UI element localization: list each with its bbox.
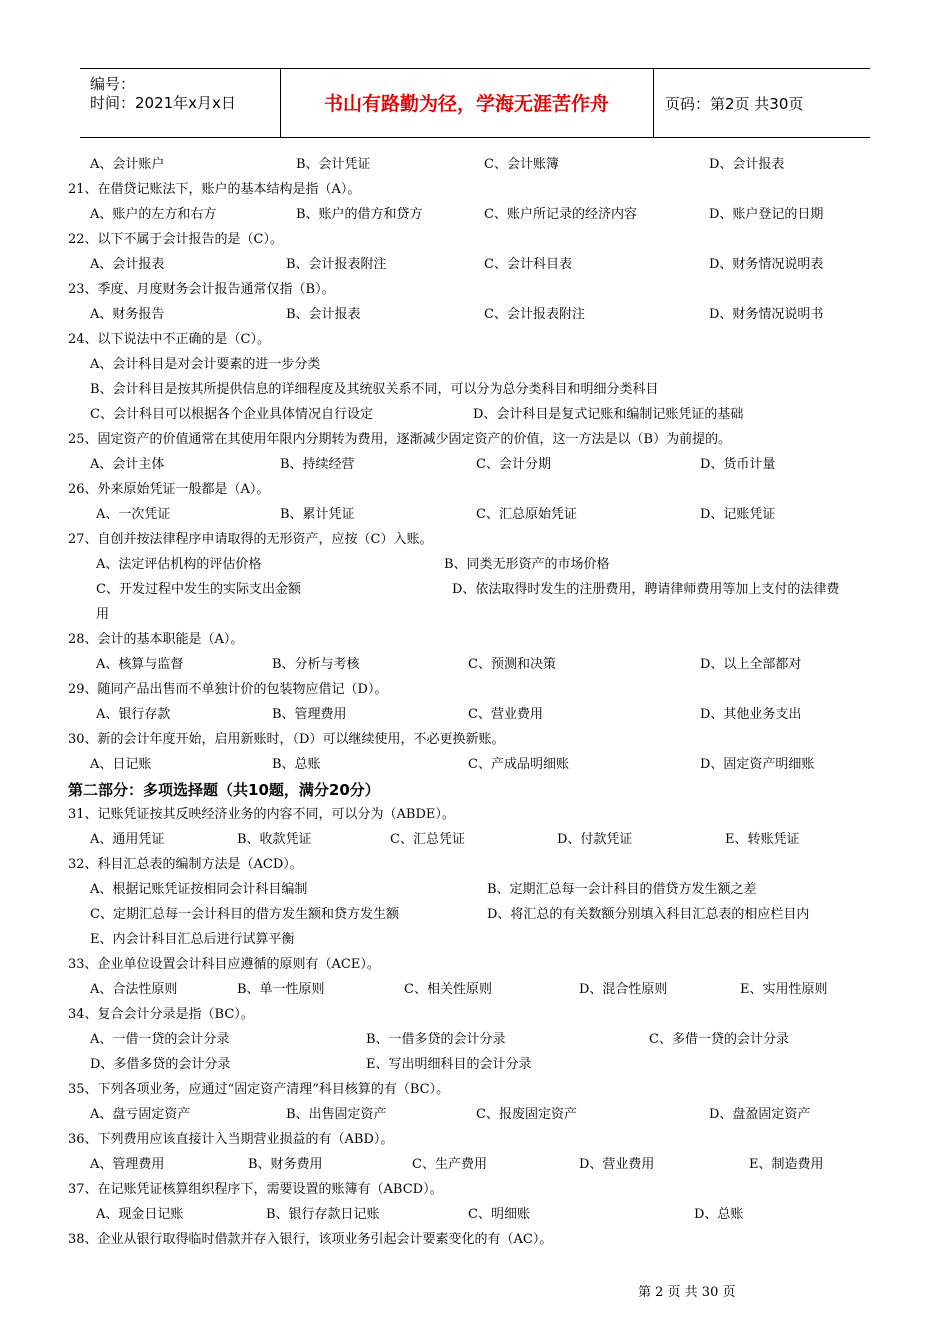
text-line: B、管理费用	[272, 707, 347, 722]
text-line: C、多借一贷的会计分录	[649, 1032, 789, 1047]
text-line: 用	[96, 607, 110, 622]
text-line: D、依法取得时发生的注册费用，聘请律师费用等加上支付的法律费	[452, 582, 840, 597]
text-line: 21、在借贷记账法下，账户的基本结构是指（A）。	[68, 182, 361, 197]
text-line: C、会计账簿	[484, 157, 559, 172]
text-line: A、现金日记账	[96, 1207, 184, 1222]
text-line: A、会计科目是对会计要素的进一步分类	[90, 357, 321, 372]
text-line: 23、季度、月度财务会计报告通常仅指（B）。	[68, 282, 335, 297]
text-line: C、账户所记录的经济内容	[484, 207, 637, 222]
page-code: 页码：第2页 共30页	[665, 95, 804, 113]
text-line: B、收款凭证	[237, 832, 312, 847]
text-line: C、会计分期	[476, 457, 551, 472]
text-line: B、会计报表附注	[286, 257, 387, 272]
text-line: A、账户的左方和右方	[90, 207, 217, 222]
text-line: 25、固定资产的价值通常在其使用年限内分期转为费用，逐渐减少固定资产的价值，这一方法是以（B）为前提的。	[68, 432, 732, 447]
text-line: A、银行存款	[96, 707, 171, 722]
text-line: D、财务情况说明书	[709, 307, 824, 322]
text-line: C、会计报表附注	[484, 307, 585, 322]
text-line: A、会计报表	[90, 257, 165, 272]
text-line: C、开发过程中发生的实际支出金额	[96, 582, 301, 597]
text-line: D、盘盈固定资产	[709, 1107, 811, 1122]
text-line: B、会计报表	[286, 307, 361, 322]
text-line: A、日记账	[90, 757, 152, 772]
text-line: B、持续经营	[280, 457, 355, 472]
text-line: D、记账凭证	[700, 507, 776, 522]
text-line: C、会计科目表	[484, 257, 572, 272]
page-header	[80, 68, 870, 138]
text-line: A、合法性原则	[90, 982, 178, 997]
text-line: A、管理费用	[90, 1157, 165, 1172]
text-line: B、定期汇总每一会计科目的借贷方发生额之差	[487, 882, 757, 897]
text-line: A、盘亏固定资产	[90, 1107, 191, 1122]
text-line: D、账户登记的日期	[709, 207, 824, 222]
text-line: D、总账	[694, 1207, 744, 1222]
text-line: B、累计凭证	[280, 507, 355, 522]
header-motto-cell	[280, 69, 654, 137]
text-line: C、汇总原始凭证	[476, 507, 577, 522]
text-line: 33、企业单位设置会计科目应遵循的原则有（ACE）。	[68, 957, 380, 972]
text-line: E、实用性原则	[740, 982, 828, 997]
text-line: 22、以下不属于会计报告的是（C）。	[68, 232, 283, 247]
text-line: D、将汇总的有关数额分别填入科目汇总表的相应栏目内	[487, 907, 810, 922]
text-line: E、内会计科目汇总后进行试算平衡	[90, 932, 295, 947]
text-line: 30、新的会计年度开始，启用新账时，（D）可以继续使用，不必更换新账。	[68, 732, 505, 747]
section-heading: 第二部分：多项选择题（共10题，满分20分）	[68, 781, 380, 799]
text-line: D、营业费用	[579, 1157, 655, 1172]
text-line: D、混合性原则	[579, 982, 668, 997]
text-line: D、以上全部都对	[700, 657, 802, 672]
text-line: C、汇总凭证	[390, 832, 465, 847]
text-line: 37、在记账凭证核算组织程序下，需要设置的账簿有（ABCD）。	[68, 1182, 443, 1197]
text-line: B、会计凭证	[296, 157, 371, 172]
time-label: 时间：2021年x月x日	[90, 94, 236, 112]
text-line: D、其他业务支出	[700, 707, 802, 722]
text-line: B、财务费用	[248, 1157, 323, 1172]
header-info-cell	[80, 69, 281, 137]
motto: 书山有路勤为径，学海无涯苦作舟	[323, 93, 609, 115]
text-line: A、会计主体	[90, 457, 165, 472]
text-line: 26、外来原始凭证一般都是（A）。	[68, 482, 270, 497]
text-line: C、营业费用	[468, 707, 543, 722]
text-line: 24、以下说法中不正确的是（C）。	[68, 332, 270, 347]
text-line: C、定期汇总每一会计科目的借方发生额和贷方发生额	[90, 907, 399, 922]
text-line: B、分析与考核	[272, 657, 360, 672]
text-line: 31、记账凭证按其反映经济业务的内容不同，可以分为（ABDE）。	[68, 807, 455, 822]
text-line: D、货币计量	[700, 457, 776, 472]
text-line: B、单一性原则	[237, 982, 325, 997]
text-line: E、写出明细科目的会计分录	[366, 1057, 532, 1072]
text-line: D、固定资产明细账	[700, 757, 815, 772]
text-line: D、付款凭证	[557, 832, 633, 847]
text-line: 38、企业从银行取得临时借款并存入银行，该项业务引起会计要素变化的有（AC）。	[68, 1232, 553, 1247]
text-line: A、财务报告	[90, 307, 165, 322]
text-line: D、会计报表	[709, 157, 785, 172]
text-line: D、会计科目是复式记账和编制记账凭证的基础	[473, 407, 744, 422]
text-line: B、一借多贷的会计分录	[366, 1032, 506, 1047]
text-line: A、法定评估机构的评估价格	[96, 557, 262, 572]
text-line: 36、下列费用应该直接计入当期营业损益的有（ABD）。	[68, 1132, 394, 1147]
text-line: C、报废固定资产	[476, 1107, 577, 1122]
text-line: 29、随同产品出售而不单独计价的包装物应借记（D）。	[68, 682, 388, 697]
text-line: 27、自创并按法律程序申请取得的无形资产，应按（C）入账。	[68, 532, 433, 547]
text-line: A、一次凭证	[96, 507, 171, 522]
text-line: D、多借多贷的会计分录	[90, 1057, 231, 1072]
page-footer: 第 2 页 共 30 页	[638, 1285, 736, 1300]
text-line: A、核算与监督	[96, 657, 184, 672]
number-label: 编号：	[90, 75, 136, 93]
text-line: C、产成品明细账	[468, 757, 569, 772]
text-line: B、账户的借方和贷方	[296, 207, 423, 222]
text-line: 32、科目汇总表的编制方法是（ACD）。	[68, 857, 303, 872]
text-line: C、相关性原则	[404, 982, 492, 997]
text-line: A、会计账户	[90, 157, 165, 172]
text-line: E、转账凭证	[725, 832, 800, 847]
text-line: C、会计科目可以根据各个企业具体情况自行设定	[90, 407, 373, 422]
text-line: C、生产费用	[412, 1157, 487, 1172]
text-line: 28、会计的基本职能是（A）。	[68, 632, 244, 647]
text-line: C、明细账	[468, 1207, 530, 1222]
text-line: D、财务情况说明表	[709, 257, 824, 272]
text-line: C、预测和决策	[468, 657, 556, 672]
text-line: B、同类无形资产的市场价格	[444, 557, 610, 572]
text-line: A、根据记账凭证按相同会计科目编制	[90, 882, 308, 897]
text-line: E、制造费用	[749, 1157, 824, 1172]
text-line: B、会计科目是按其所提供信息的详细程度及其统驭关系不同，可以分为总分类科目和明细分类科目	[90, 382, 659, 397]
text-line: 35、下列各项业务，应通过“固定资产清理”科目核算的有（BC）。	[68, 1082, 450, 1097]
text-line: B、总账	[272, 757, 321, 772]
text-line: 34、复合会计分录是指（BC）。	[68, 1007, 254, 1022]
text-line: A、通用凭证	[90, 832, 165, 847]
text-line: A、一借一贷的会计分录	[90, 1032, 230, 1047]
text-line: B、银行存款日记账	[266, 1207, 380, 1222]
text-line: B、出售固定资产	[286, 1107, 387, 1122]
